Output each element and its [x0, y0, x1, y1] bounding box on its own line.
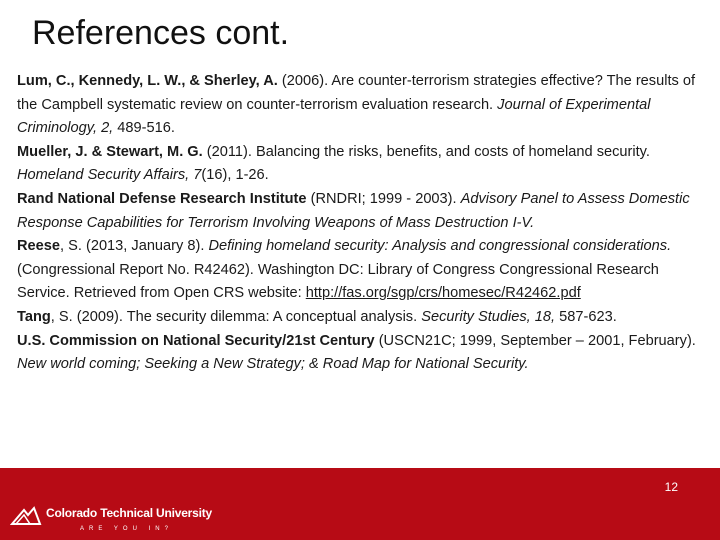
ref-title: Defining homeland security: Analysis and congressional considerations.: [208, 238, 672, 255]
page-number: 12: [664, 480, 678, 494]
ref-authors: Mueller, J. & Stewart, M. G.: [17, 143, 203, 160]
ref-authors: Rand National Defense Research Institute: [17, 190, 307, 207]
logo-mark-icon: [10, 502, 42, 528]
ref-authors: Tang: [17, 308, 51, 325]
ref-text: (2006). Are counter-terrorism strategies effective? The results of the Campbell systematic review on counter-terrorism evaluation research.: [17, 73, 696, 113]
ref-journal: Journal of Experimental Criminology, 2,: [17, 96, 651, 137]
ref-url-link[interactable]: http://fas.org/sgp/crs/homesec/R42462.pdf: [305, 285, 581, 302]
ref-text: (2011). Balancing the risks, benefits, and costs of homeland security.: [202, 143, 650, 160]
ref-pages: (16), 1-26.: [201, 167, 269, 184]
ref-authors: Reese: [17, 238, 61, 255]
ref-text: , S. (2009). The security dilemma: A conceptual analysis.: [50, 308, 422, 325]
ref-journal: Security Studies, 18,: [421, 308, 556, 325]
footer-bar: [0, 468, 720, 540]
reference-lum: [17, 70, 707, 141]
reference-mueller: [17, 141, 707, 188]
ref-title: New world coming; Seeking a New Strategy; & Road Map for National Security.: [17, 356, 529, 373]
ref-text: (USCN21C; 1999, September – 2001, February).: [374, 332, 696, 349]
reference-reese: [17, 235, 707, 306]
ref-pages: 489-516.: [113, 120, 175, 137]
logo-tagline: ARE YOU IN?: [80, 526, 173, 532]
ref-title: Advisory Panel to Assess Domestic Response Capabilities for Terrorism Involving Weapons of Mass Destruction I-V.: [17, 190, 690, 231]
slide-title: References cont.: [32, 14, 290, 52]
ref-authors: Lum, C., Kennedy, L. W., & Sherley, A.: [17, 73, 278, 89]
ref-text: , S. (2013, January 8).: [60, 238, 209, 255]
reference-list: [17, 70, 707, 377]
ref-pages: 587-623.: [555, 308, 617, 325]
ref-text: (RNDRI; 1999 - 2003).: [306, 190, 461, 207]
ref-authors: U.S. Commission on National Security/21st Century: [17, 332, 375, 349]
ref-journal: Homeland Security Affairs, 7: [17, 167, 202, 184]
reference-uscn21c: [17, 330, 707, 377]
logo-name: Colorado Technical University: [46, 506, 213, 520]
reference-rndri: [17, 188, 707, 235]
university-logo: [10, 502, 213, 536]
ref-details: (Congressional Report No. R42462). Washington DC: Library of Congress Congressional Research Service. Retrieved from Open CRS website:: [17, 261, 659, 302]
reference-tang: [17, 306, 707, 330]
